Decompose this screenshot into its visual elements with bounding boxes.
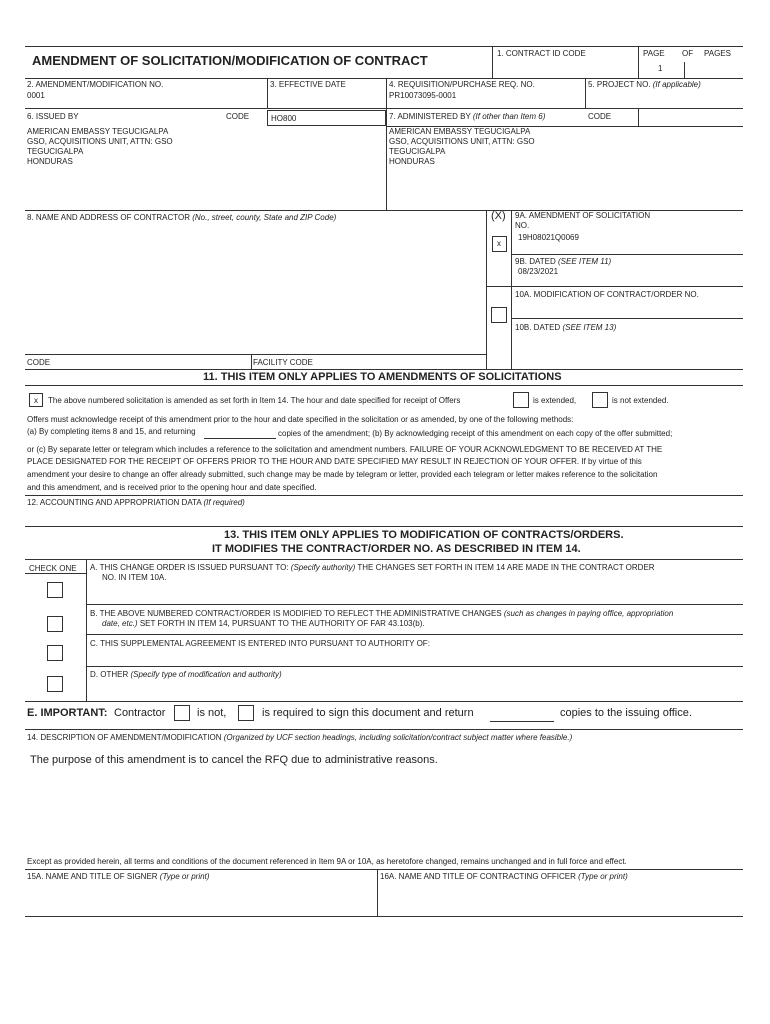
amendment-no-label: 2. AMENDMENT/MODIFICATION NO. (27, 80, 164, 89)
administered-by-label: 7. ADMINISTERED BY (If other than Item 6) (389, 112, 546, 121)
copies-label: copies to the issuing office. (560, 707, 692, 719)
option-b-checkbox[interactable] (47, 616, 63, 632)
extended-checkbox[interactable] (513, 392, 529, 408)
issued-by-line-1: AMERICAN EMBASSY TEGUCIGALPA (27, 127, 169, 136)
is-required-label: is required to sign this document and return (262, 707, 474, 719)
option-a-text-2: NO. IN ITEM 10A. (102, 573, 167, 582)
x-column-header: (X) (491, 210, 506, 222)
section-11-paragraph-5: amendment your desire to change an offer already submitted, such change may be made by telegram or letter, provided each telegram or letter makes reference to the solicitation (27, 470, 658, 479)
solicitation-amendment-label: 9A. AMENDMENT OF SOLICITATION (515, 211, 651, 220)
option-d-text: D. OTHER (Specify type of modification and authority) (90, 670, 282, 679)
solicitation-dated-label: 9B. DATED (SEE ITEM 11) (515, 257, 612, 266)
accounting-data-label: 12. ACCOUNTING AND APPROPRIATION DATA (If required) (27, 498, 245, 507)
section-11-paragraph-6: and this amendment, and is received prior to the opening hour and date specified. (27, 483, 317, 492)
is-not-label: is not, (197, 707, 227, 719)
administered-by-line-1: AMERICAN EMBASSY TEGUCIGALPA (389, 127, 531, 136)
copies-blank[interactable] (490, 721, 554, 722)
solicitation-amended-checkbox[interactable] (29, 393, 43, 407)
description-body: The purpose of this amendment is to cancel the RFQ due to administrative reasons. (30, 754, 438, 766)
page-label: PAGE (643, 49, 665, 58)
of-label: OF (682, 49, 694, 58)
effective-date-label: 3. EFFECTIVE DATE (270, 80, 346, 89)
contractor-label: 8. NAME AND ADDRESS OF CONTRACTOR (No., street, county, State and ZIP Code) (27, 213, 337, 222)
top-border (25, 46, 743, 47)
amendment-check-mark: x (497, 239, 501, 248)
is-not-checkbox[interactable] (174, 705, 190, 721)
section-11-paragraph-1: Offers must acknowledge receipt of this amendment prior to the hour and date specified in the solicitation or as amended, by one of the following methods: (27, 415, 574, 424)
section-11-paragraph-4: PLACE DESIGNATED FOR THE RECEIPT OF OFFERS PRIOR TO THE HOUR AND DATE SPECIFIED MAY RESULT IN REJECTION OF YOUR OFFER. If by virtue of this (27, 457, 642, 466)
section-11-paragraph-3: or (c) By separate letter or telegram which includes a reference to the solicitation and amendment numbers. FAILURE OF YOUR ACKNOWLEDGMENT TO BE RECEIVED AT THE (27, 445, 663, 454)
section-11-paragraph-2a: (a) By completing items 8 and 15, and returning (27, 427, 196, 436)
section-11-paragraph-2b: copies of the amendment; (b) By acknowledging receipt of this amendment on each copy of the offer submitted; (278, 429, 673, 438)
important-contractor: Contractor (114, 707, 166, 719)
contractor-code-label: CODE (27, 358, 51, 367)
copies-returned-blank[interactable] (204, 438, 276, 439)
issued-by-line-2: GSO, ACQUISITIONS UNIT, ATTN: GSO (27, 137, 173, 146)
option-d-checkbox[interactable] (47, 676, 63, 692)
bottom-border (25, 916, 743, 917)
solicitation-amendment-label-2: NO. (515, 221, 530, 230)
amendment-no-value: 0001 (27, 91, 45, 100)
option-a-text: A. THIS CHANGE ORDER IS ISSUED PURSUANT TO: (Specify authority) THE CHANGES SET FORTH IN ITEM 14 ARE MADE IN THE CONTRACT ORDER (90, 563, 655, 572)
solicitation-date: 08/23/2021 (518, 267, 559, 276)
amendment-checkbox[interactable] (492, 236, 507, 252)
project-no-label: 5. PROJECT NO. (If applicable) (588, 80, 701, 89)
form-title: AMENDMENT OF SOLICITATION/MODIFICATION OF CONTRACT (32, 53, 428, 68)
option-b-text: B. THE ABOVE NUMBERED CONTRACT/ORDER IS MODIFIED TO REFLECT THE ADMINISTRATIVE CHANGES (such as changes in paying office, appropriation (90, 609, 674, 618)
extended-label: is extended, (533, 396, 577, 405)
section-13-heading-1: 13. THIS ITEM ONLY APPLIES TO MODIFICATION OF CONTRACTS/ORDERS. (224, 529, 624, 541)
modification-checkbox[interactable] (491, 307, 507, 323)
contract-id-label: 1. CONTRACT ID CODE (497, 49, 586, 58)
administered-by-line-4: HONDURAS (389, 157, 435, 166)
administered-by-line-3: TEGUCIGALPA (389, 147, 446, 156)
requisition-value: PR10073095-0001 (389, 91, 457, 100)
signer-label: 15A. NAME AND TITLE OF SIGNER (Type or print) (27, 872, 210, 881)
description-label: 14. DESCRIPTION OF AMENDMENT/MODIFICATION (Organized by UCF section headings, including solicitation/contract subject matter where feasible.) (27, 733, 573, 742)
requisition-label: 4. REQUISITION/PURCHASE REQ. NO. (389, 80, 535, 89)
admin-code-label: CODE (588, 112, 612, 121)
modification-no-label: 10A. MODIFICATION OF CONTRACT/ORDER NO. (515, 290, 699, 299)
not-extended-checkbox[interactable] (592, 392, 608, 408)
contracting-officer-label: 16A. NAME AND TITLE OF CONTRACTING OFFICER (Type or print) (380, 872, 628, 881)
solicitation-number: 19H08021Q0069 (518, 233, 579, 242)
issued-code-field[interactable] (267, 110, 386, 126)
is-required-checkbox[interactable] (238, 705, 254, 721)
option-a-checkbox[interactable] (47, 582, 63, 598)
solicitation-amended-check-mark: x (34, 396, 38, 405)
issued-by-label: 6. ISSUED BY (27, 112, 79, 121)
option-c-text: C. THIS SUPPLEMENTAL AGREEMENT IS ENTERED INTO PURSUANT TO AUTHORITY OF: (90, 639, 430, 648)
issued-code-value: HO800 (271, 114, 297, 123)
not-extended-label: is not extended. (612, 396, 669, 405)
section-11-line-1: The above numbered solicitation is amended as set forth in Item 14. The hour and date specified for receipt of Offers (48, 396, 461, 405)
issued-code-label: CODE (226, 112, 250, 121)
except-provided-text: Except as provided herein, all terms and conditions of the document referenced in Item 9A or 10A, as heretofore changed, remains unchanged and in full force and effect. (27, 857, 627, 866)
page-number: 1 (658, 64, 663, 73)
modification-dated-label: 10B. DATED (SEE ITEM 13) (515, 323, 617, 332)
pages-label: PAGES (704, 49, 731, 58)
check-one-label: CHECK ONE (29, 564, 77, 573)
issued-by-line-3: TEGUCIGALPA (27, 147, 84, 156)
option-b-text-2: date, etc.) SET FORTH IN ITEM 14, PURSUANT TO THE AUTHORITY OF FAR 43.103(b). (102, 619, 425, 628)
issued-by-line-4: HONDURAS (27, 157, 73, 166)
section-11-heading: 11. THIS ITEM ONLY APPLIES TO AMENDMENTS OF SOLICITATIONS (203, 371, 562, 383)
important-label: E. IMPORTANT: (27, 707, 108, 719)
option-c-checkbox[interactable] (47, 645, 63, 661)
facility-code-label: FACILITY CODE (253, 358, 313, 367)
administered-by-line-2: GSO, ACQUISITIONS UNIT, ATTN: GSO (389, 137, 535, 146)
section-13-heading-2: IT MODIFIES THE CONTRACT/ORDER NO. AS DESCRIBED IN ITEM 14. (212, 543, 581, 555)
